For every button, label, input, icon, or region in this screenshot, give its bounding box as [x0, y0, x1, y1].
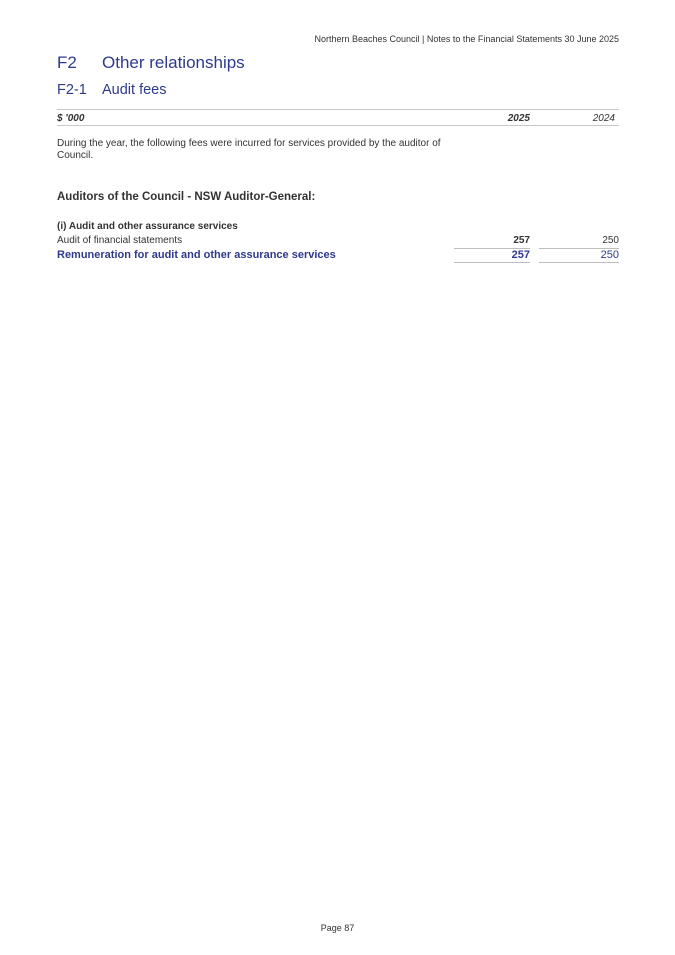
total-row-label: Remuneration for audit and other assurance services — [57, 249, 336, 261]
subsection-title: Audit fees — [102, 82, 167, 98]
subgroup-heading: (i) Audit and other assurance services — [57, 221, 238, 232]
section-number: F2 — [57, 53, 77, 72]
table-row-total-remuneration — [57, 249, 619, 263]
group-heading: Auditors of the Council - NSW Auditor-General: — [57, 191, 316, 203]
row-label: Audit of financial statements — [57, 235, 183, 246]
value-prior-year: 250 — [539, 235, 619, 249]
section-title: Other relationships — [102, 53, 245, 72]
total-prior-year: 250 — [539, 249, 619, 263]
unit-label: $ '000 — [57, 113, 85, 124]
table-header — [57, 109, 619, 126]
table-row-audit-of-financial-statements — [57, 235, 619, 249]
subsection-number: F2-1 — [57, 82, 87, 98]
section-heading — [57, 53, 245, 73]
value-current-year: 257 — [454, 235, 530, 249]
intro-text: During the year, the following fees were incurred for services provided by the auditor of Council. — [57, 138, 441, 161]
total-current-year: 257 — [454, 249, 530, 263]
page-number: Page 87 — [320, 923, 355, 933]
subsection-heading — [57, 82, 167, 98]
column-header-prior-year: 2024 — [592, 113, 615, 124]
running-header: Northern Beaches Council | Notes to the Financial Statements 30 June 2025 — [314, 34, 619, 44]
column-header-current-year: 2025 — [507, 113, 530, 124]
